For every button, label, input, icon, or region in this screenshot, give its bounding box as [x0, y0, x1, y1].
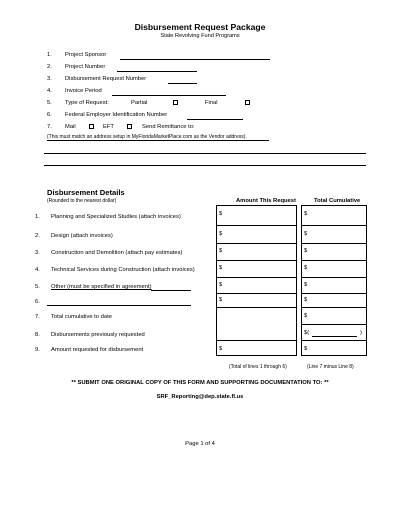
project-sponsor-label: Project Sponsor — [65, 52, 107, 58]
row-number: 1. — [35, 214, 40, 220]
item-number: 2. — [47, 64, 52, 70]
technical-services-cumulative-field[interactable]: $ — [304, 265, 308, 271]
row-6-amount-field[interactable]: $ — [219, 297, 223, 303]
design-amount-field[interactable]: $ — [219, 231, 223, 237]
disbursement-details-heading: Disbursement Details — [47, 188, 125, 197]
row-6-description-field[interactable] — [47, 305, 191, 306]
fein-label: Federal Employer Identification Number — [65, 112, 168, 118]
eft-label: EFT — [103, 124, 114, 130]
planning-amount-field[interactable]: $ — [219, 211, 223, 217]
disbursement-request-number-field[interactable] — [168, 83, 197, 84]
project-number-field[interactable] — [117, 71, 197, 72]
invoice-period-label: Invoice Period — [65, 88, 102, 94]
construction-amount-field[interactable]: $ — [219, 248, 223, 254]
row-number: 7. — [35, 314, 40, 320]
row-number: 4. — [35, 267, 40, 273]
partial-label: Partial — [131, 100, 148, 106]
row-divider — [216, 340, 297, 341]
item-number: 3. — [47, 76, 52, 82]
submit-instruction: ** SUBMIT ONE ORIGINAL COPY OF THIS FORM AND SUPPORTING DOCUMENTATION TO: ** — [71, 380, 329, 386]
item-number: 5. — [47, 100, 52, 106]
send-remittance-label: Send Remittance to: — [142, 124, 195, 130]
amount-requested-cumulative-field[interactable]: $ — [304, 346, 308, 352]
col2-note: (Line 7 minus Line 8) — [307, 364, 354, 370]
final-label: Final — [205, 100, 218, 106]
other-cumulative-field[interactable]: $ — [304, 282, 308, 288]
page-number: Page 1 of 4 — [185, 441, 215, 447]
row-number: 6. — [35, 299, 40, 305]
row-divider — [216, 243, 297, 244]
row-divider — [216, 277, 297, 278]
col1-note: (Total of lines 1 through 6) — [229, 364, 287, 370]
total-cumulative-column — [301, 205, 367, 356]
disbursement-request-number-label: Disbursement Request Number — [65, 76, 147, 82]
eft-checkbox[interactable] — [127, 124, 132, 129]
row-divider — [301, 277, 367, 278]
row-number: 8. — [35, 332, 40, 338]
row-divider — [301, 340, 367, 341]
design-row-label: Design (attach invoices) — [51, 233, 113, 239]
final-checkbox[interactable] — [245, 100, 250, 105]
amount-this-request-header: Amount This Request — [236, 198, 296, 204]
total-cumulative-header: Total Cumulative — [314, 198, 361, 204]
form-subtitle: State Revolving Fund Programs — [160, 33, 240, 39]
row-divider — [301, 307, 367, 308]
fein-field[interactable] — [187, 119, 243, 120]
row-number: 9. — [35, 347, 40, 353]
item-number: 1. — [47, 52, 52, 58]
previously-requested-row-label: Disbursements previously requested — [51, 332, 145, 338]
project-number-label: Project Number — [65, 64, 106, 70]
submission-email[interactable]: SRF_Reporting@dep.state.fl.us — [156, 394, 244, 400]
amount-requested-row-label: Amount requested for disbursement — [51, 347, 144, 353]
invoice-period-field[interactable] — [112, 95, 226, 96]
technical-services-row-label: Technical Services during Construction (attach invoices) — [51, 267, 195, 273]
row-divider — [301, 324, 367, 325]
row-divider — [301, 243, 367, 244]
construction-row-label: Construction and Demolition (attach pay estimates) — [51, 250, 183, 256]
row-divider — [301, 260, 367, 261]
construction-cumulative-field[interactable]: $ — [304, 248, 308, 254]
remittance-note: (This must match an address setup in MyFloridaMarketPlace.com as the Vendor address). — [47, 134, 247, 140]
other-row-label: Other (must be specified in agreement) — [51, 284, 152, 290]
row-divider — [216, 307, 297, 308]
row-divider — [216, 293, 297, 294]
row-number: 3. — [35, 250, 40, 256]
type-of-request-label: Type of Request: — [65, 100, 109, 106]
item-number: 4. — [47, 88, 52, 94]
remittance-address-line-2[interactable] — [44, 153, 366, 154]
other-amount-field[interactable]: $ — [219, 282, 223, 288]
previously-requested-field[interactable]: $( — [304, 330, 310, 336]
item-number: 7. — [47, 124, 52, 130]
form-title: Disbursement Request Package — [134, 22, 266, 32]
row-divider — [301, 293, 367, 294]
amount-this-request-column — [216, 205, 297, 356]
other-row-underline — [151, 290, 191, 291]
item-number: 6. — [47, 112, 52, 118]
row-divider — [216, 260, 297, 261]
partial-checkbox[interactable] — [173, 100, 178, 105]
total-cumulative-to-date-field[interactable]: $ — [304, 313, 308, 319]
design-cumulative-field[interactable]: $ — [304, 231, 308, 237]
disbursement-details-subheading: (Rounded to the nearest dollar) — [47, 198, 117, 204]
row-divider — [216, 225, 297, 226]
row-number: 2. — [35, 233, 40, 239]
mail-checkbox[interactable] — [89, 124, 94, 129]
mail-label: Mail — [65, 124, 76, 130]
row-divider — [301, 225, 367, 226]
total-cumulative-row-label: Total cumulative to date — [51, 314, 112, 320]
planning-row-label: Planning and Specialized Studies (attach invoices) — [51, 214, 181, 220]
row-6-cumulative-field[interactable]: $ — [304, 297, 308, 303]
project-sponsor-field[interactable] — [120, 59, 270, 60]
row-number: 5. — [35, 284, 40, 290]
previously-requested-close: ) — [360, 330, 362, 336]
previously-requested-underline — [312, 336, 357, 337]
technical-services-amount-field[interactable]: $ — [219, 265, 223, 271]
planning-cumulative-field[interactable]: $ — [304, 211, 308, 217]
remittance-address-line-3[interactable] — [44, 165, 366, 166]
remittance-address-line-1[interactable] — [47, 140, 269, 141]
amount-requested-field[interactable]: $ — [219, 346, 223, 352]
